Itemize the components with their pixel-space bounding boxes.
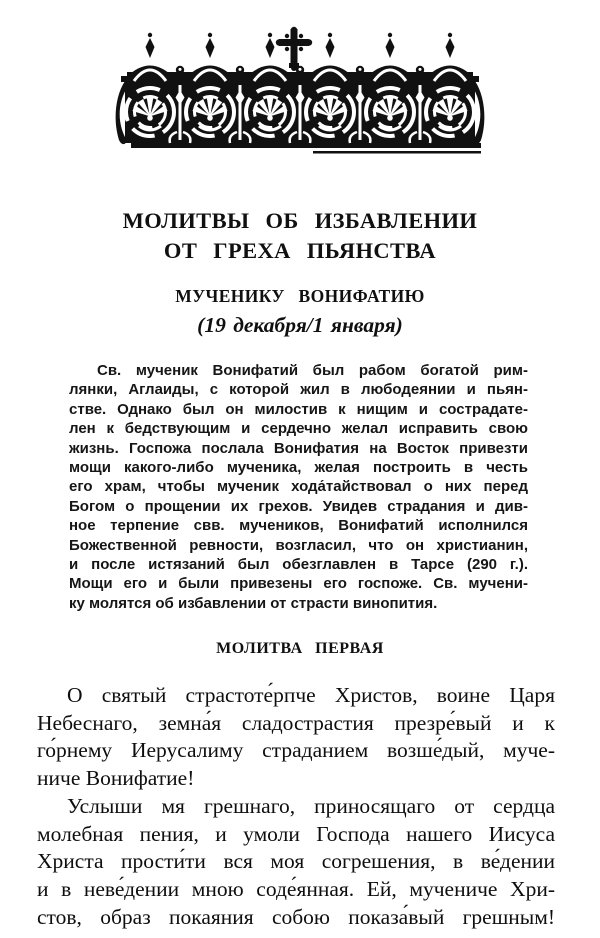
- biography-line: Богом о прощении их грехов. Увидев страдания и див-: [69, 497, 528, 515]
- biography-line: лен к бедствующим и сердечно желал исправить свою: [69, 420, 528, 438]
- page-title-line1: МОЛИТВЫ ОБ ИЗБАВЛЕНИИ: [122, 208, 478, 233]
- biography-line: ку молятся об избавлении от страсти винопития.: [69, 594, 438, 612]
- biography-paragraph: [69, 361, 528, 613]
- prayer-line: О святый страстоте́рпче Христов, воине Царя: [67, 683, 555, 707]
- prayer-line: и в неве́дении мною соде́янная. Ей, мучениче Хри-: [37, 876, 555, 901]
- feast-date: (19 декабря/1 января): [197, 313, 403, 337]
- headpiece-ornament: [113, 26, 487, 160]
- prayer-line: го́рнему Иерусалиму страданием возше́дый, муче-: [37, 738, 555, 763]
- biography-line: лянки, Аглаиды, с которой жил в любодеянии и пьян-: [69, 381, 528, 399]
- biography-line: жизнь. Госпожа послала Вонифатия на Восток привезти: [69, 439, 528, 457]
- prayer-line: молебная пения, и умоли Господа нашего Иисуса: [37, 821, 555, 846]
- prayer-line: Небеснаго, земна́я сладострастия презре́вый и к: [37, 710, 555, 735]
- page-title: [0, 206, 600, 266]
- prayer-paragraph-2: [37, 793, 555, 932]
- prayer-line: Христа прости́ти вся моя согрешения, в ве́дении: [37, 849, 555, 874]
- biography-line: Св. мученик Вонифатий был рабом богатой рим-: [97, 362, 528, 379]
- prayer-paragraph-1: [37, 682, 555, 793]
- prayer-line: стов, образ покаяния собою показа́вый грешным!: [37, 904, 555, 929]
- biography-line: мощи какого-либо мученика, желая построить в честь: [69, 459, 528, 477]
- biography-line: стве. Однако был он милостив к нищим и сострадате-: [69, 400, 528, 418]
- page-title-line2: ОТ ГРЕХА ПЬЯНСТВА: [163, 238, 437, 263]
- biography-line: Божественной ревности, возгласил, что он христианин,: [69, 536, 528, 554]
- dedication-heading: МУЧЕНИКУ ВОНИФАТИЮ: [175, 286, 425, 306]
- cross-icon: [276, 27, 312, 71]
- biography-line: ное терпение свв. мучеников, Вонифатий исполнился: [69, 517, 528, 535]
- biography-line: и после истязаний был обезглавлен в Тарсе (290 г.).: [69, 556, 528, 574]
- prayer-line: ниче Вонифатие!: [37, 766, 195, 791]
- biography-line: Мощи его и были привезены его госпоже. Св. мучени-: [69, 575, 528, 593]
- prayer-line: Услыши мя грешнаго, приносящаго от сердца: [67, 793, 555, 818]
- prayer-text: [37, 682, 555, 931]
- prayer-heading: МОЛИТВА ПЕРВАЯ: [216, 640, 384, 657]
- biography-line: его храм, чтобы мученик хода́тайствовал о них перед: [69, 478, 528, 496]
